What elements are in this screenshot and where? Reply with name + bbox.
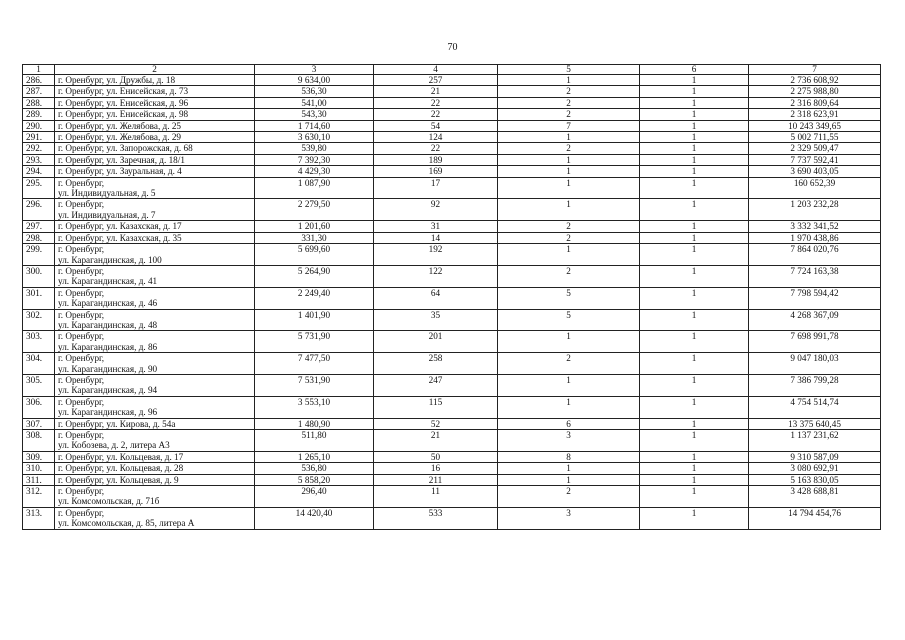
address-line: г. Оренбург, ул. Желябова, д. 25 [58,120,182,131]
address-cell [55,418,255,429]
row-number: 287. [23,86,55,97]
row-number: 310. [23,463,55,474]
column-6-cell: 1 [640,97,749,108]
table-row [23,75,881,86]
address-line: г. Оренбург, [58,507,105,518]
residents-cell: 64 [374,287,498,309]
area-cell: 5 699,60 [255,244,374,266]
amount-cell: 4 754 514,74 [749,396,881,418]
column-6-cell: 1 [640,75,749,86]
column-5-cell: 1 [498,374,640,396]
column-6-cell: 1 [640,287,749,309]
column-number-row [23,65,881,75]
residents-cell: 257 [374,75,498,86]
row-number: 302. [23,309,55,331]
area-cell: 511,80 [255,430,374,452]
amount-cell: 7 737 592,41 [749,154,881,165]
column-5-cell: 2 [498,109,640,120]
area-cell: 2 279,50 [255,199,374,221]
column-5-cell: 2 [498,353,640,375]
column-6-cell: 1 [640,221,749,232]
address-cell [55,287,255,309]
amount-cell: 5 002 711,55 [749,132,881,143]
residents-cell: 52 [374,418,498,429]
row-number: 307. [23,418,55,429]
table-row [23,120,881,131]
column-5-cell: 1 [498,463,640,474]
address-cell [55,374,255,396]
address-line: ул. Карагандинская, д. 86 [58,341,158,352]
area-cell: 331,30 [255,232,374,243]
column-5-cell: 3 [498,430,640,452]
table-row [23,374,881,396]
address-line: ул. Индивидуальная, д. 7 [58,209,156,220]
address-cell [55,430,255,452]
residents-cell: 115 [374,396,498,418]
table-row [23,109,881,120]
area-cell: 7 531,90 [255,374,374,396]
column-5-cell: 1 [498,75,640,86]
area-cell: 1 265,10 [255,451,374,462]
address-cell [55,486,255,508]
column-5-cell: 2 [498,265,640,287]
address-cell [55,309,255,331]
column-6-cell: 1 [640,463,749,474]
address-line: ул. Карагандинская, д. 46 [58,298,158,309]
column-5-cell: 2 [498,86,640,97]
address-cell [55,463,255,474]
column-6-cell: 1 [640,86,749,97]
row-number: 288. [23,97,55,108]
table-row [23,353,881,375]
address-cell [55,331,255,353]
amount-cell: 1 137 231,62 [749,430,881,452]
address-line: ул. Индивидуальная, д. 5 [58,188,156,199]
column-6-cell: 1 [640,265,749,287]
table-row [23,232,881,243]
address-line: г. Оренбург, [58,265,105,276]
address-cell [55,132,255,143]
amount-cell: 7 386 799,28 [749,374,881,396]
column-6-cell: 1 [640,309,749,331]
residents-cell: 92 [374,199,498,221]
amount-cell: 7 798 594,42 [749,287,881,309]
column-5-cell: 1 [498,474,640,485]
column-6-cell: 1 [640,177,749,199]
column-5-cell: 2 [498,486,640,508]
amount-cell: 7 698 991,78 [749,331,881,353]
address-line: г. Оренбург, ул. Запорожская, д. 68 [58,143,193,154]
column-6-cell: 1 [640,474,749,485]
residents-cell: 16 [374,463,498,474]
residents-cell: 31 [374,221,498,232]
column-6-cell: 1 [640,486,749,508]
row-number: 295. [23,177,55,199]
address-cell [55,221,255,232]
amount-cell: 2 275 988,80 [749,86,881,97]
area-cell: 4 429,30 [255,166,374,177]
address-cell [55,86,255,97]
column-header: 7 [749,65,881,75]
address-cell [55,232,255,243]
housing-registry-table [22,64,881,530]
amount-cell: 1 203 232,28 [749,199,881,221]
table-row [23,396,881,418]
address-line: г. Оренбург, ул. Енисейская, д. 98 [58,109,189,120]
table-body [23,75,881,530]
address-line: г. Оренбург, ул. Енисейская, д. 73 [58,86,189,97]
row-number: 300. [23,265,55,287]
row-number: 313. [23,507,55,529]
amount-cell: 160 652,39 [749,177,881,199]
table-row [23,265,881,287]
column-header: 4 [374,65,498,75]
amount-cell: 3 080 692,91 [749,463,881,474]
residents-cell: 124 [374,132,498,143]
residents-cell: 11 [374,486,498,508]
row-number: 311. [23,474,55,485]
amount-cell: 3 332 341,52 [749,221,881,232]
residents-cell: 22 [374,143,498,154]
column-header: 3 [255,65,374,75]
row-number: 306. [23,396,55,418]
address-line: ул. Карагандинская, д. 94 [58,385,158,396]
column-6-cell: 1 [640,109,749,120]
column-5-cell: 1 [498,166,640,177]
address-cell [55,451,255,462]
column-6-cell: 1 [640,166,749,177]
address-line: ул. Карагандинская, д. 48 [58,319,158,330]
address-cell [55,154,255,165]
address-cell [55,396,255,418]
table-row [23,486,881,508]
column-5-cell: 1 [498,132,640,143]
address-line: г. Оренбург, ул. Дружбы, д. 18 [58,75,176,85]
column-header: 5 [498,65,640,75]
area-cell: 543,30 [255,109,374,120]
address-cell [55,120,255,131]
address-line: ул. Кобозева, д. 2, литера А3 [58,440,170,451]
column-6-cell: 1 [640,154,749,165]
row-number: 304. [23,353,55,375]
residents-cell: 35 [374,309,498,331]
column-6-cell: 1 [640,143,749,154]
row-number: 294. [23,166,55,177]
address-line: ул. Карагандинская, д. 41 [58,276,158,287]
column-6-cell: 1 [640,374,749,396]
residents-cell: 21 [374,430,498,452]
row-number: 289. [23,109,55,120]
column-5-cell: 1 [498,154,640,165]
column-6-cell: 1 [640,507,749,529]
address-line: г. Оренбург, ул. Зауральная, д. 4 [58,166,182,177]
area-cell: 296,40 [255,486,374,508]
residents-cell: 189 [374,154,498,165]
table-row [23,418,881,429]
area-cell: 9 634,00 [255,75,374,86]
table-row [23,463,881,474]
address-cell [55,143,255,154]
address-line: г. Оренбург, [58,430,105,440]
address-cell [55,75,255,86]
address-line: г. Оренбург, [58,287,105,298]
residents-cell: 533 [374,507,498,529]
column-header: 1 [23,65,55,75]
address-line: г. Оренбург, [58,331,105,342]
amount-cell: 9 047 180,03 [749,353,881,375]
address-cell [55,97,255,108]
area-cell: 3 630,10 [255,132,374,143]
amount-cell: 13 375 640,45 [749,418,881,429]
column-5-cell: 2 [498,143,640,154]
address-line: г. Оренбург, ул. Кольцевая, д. 9 [58,474,179,485]
area-cell: 1 087,90 [255,177,374,199]
table-row [23,309,881,331]
residents-cell: 50 [374,451,498,462]
column-5-cell: 7 [498,120,640,131]
residents-cell: 17 [374,177,498,199]
amount-cell: 2 318 623,91 [749,109,881,120]
area-cell: 5 858,20 [255,474,374,485]
amount-cell: 2 316 809,64 [749,97,881,108]
column-5-cell: 1 [498,177,640,199]
column-6-cell: 1 [640,430,749,452]
address-line: г. Оренбург, [58,486,105,497]
area-cell: 7 392,30 [255,154,374,165]
table-row [23,97,881,108]
amount-cell: 7 724 163,38 [749,265,881,287]
row-number: 292. [23,143,55,154]
row-number: 308. [23,430,55,452]
column-5-cell: 2 [498,232,640,243]
column-6-cell: 1 [640,396,749,418]
address-cell [55,474,255,485]
address-cell [55,199,255,221]
area-cell: 541,00 [255,97,374,108]
column-6-cell: 1 [640,418,749,429]
address-line: ул. Карагандинская, д. 100 [58,254,162,265]
address-line: г. Оренбург, ул. Казахская, д. 35 [58,232,182,243]
address-cell [55,177,255,199]
address-line: г. Оренбург, [58,353,105,364]
column-6-cell: 1 [640,244,749,266]
amount-cell: 9 310 587,09 [749,451,881,462]
column-6-cell: 1 [640,353,749,375]
area-cell: 536,30 [255,86,374,97]
address-line: г. Оренбург, ул. Кольцевая, д. 28 [58,463,184,474]
row-number: 296. [23,199,55,221]
row-number: 290. [23,120,55,131]
address-line: г. Оренбург, [58,199,105,210]
area-cell: 5 264,90 [255,265,374,287]
amount-cell: 5 163 830,05 [749,474,881,485]
residents-cell: 247 [374,374,498,396]
table-header [23,65,881,75]
address-line: г. Оренбург, ул. Заречная, д. 18/1 [58,154,185,165]
residents-cell: 122 [374,265,498,287]
table-row [23,143,881,154]
residents-cell: 211 [374,474,498,485]
address-line: г. Оренбург, [58,177,105,188]
column-6-cell: 1 [640,232,749,243]
address-line: г. Оренбург, ул. Кирова, д. 54а [58,418,176,429]
column-header: 6 [640,65,749,75]
amount-cell: 14 794 454,76 [749,507,881,529]
address-line: ул. Карагандинская, д. 96 [58,407,158,418]
address-cell [55,507,255,529]
table-row [23,166,881,177]
area-cell: 1 201,60 [255,221,374,232]
row-number: 286. [23,75,55,86]
table-row [23,507,881,529]
address-cell [55,265,255,287]
table-row [23,287,881,309]
residents-cell: 21 [374,86,498,97]
address-cell [55,244,255,266]
column-6-cell: 1 [640,331,749,353]
table-row [23,177,881,199]
area-cell: 1 401,90 [255,309,374,331]
amount-cell: 10 243 349,65 [749,120,881,131]
column-5-cell: 1 [498,396,640,418]
table-row [23,86,881,97]
area-cell: 7 477,50 [255,353,374,375]
area-cell: 14 420,40 [255,507,374,529]
address-line: г. Оренбург, [58,396,105,407]
table-row [23,331,881,353]
address-line: ул. Комсомольская, д. 85, литера А [58,518,195,529]
amount-cell: 7 864 020,76 [749,244,881,266]
row-number: 303. [23,331,55,353]
address-cell [55,109,255,120]
column-5-cell: 5 [498,287,640,309]
column-6-cell: 1 [640,199,749,221]
address-line: г. Оренбург, [58,244,105,255]
table-row [23,199,881,221]
table-row [23,132,881,143]
table-row [23,474,881,485]
amount-cell: 1 970 438,86 [749,232,881,243]
table-row [23,430,881,452]
row-number: 291. [23,132,55,143]
row-number: 299. [23,244,55,266]
column-5-cell: 6 [498,418,640,429]
row-number: 301. [23,287,55,309]
address-line: г. Оренбург, [58,374,105,385]
residents-cell: 192 [374,244,498,266]
amount-cell: 3 690 403,05 [749,166,881,177]
row-number: 312. [23,486,55,508]
column-6-cell: 1 [640,120,749,131]
address-line: г. Оренбург, [58,309,105,320]
row-number: 297. [23,221,55,232]
amount-cell: 2 736 608,92 [749,75,881,86]
address-cell [55,166,255,177]
residents-cell: 54 [374,120,498,131]
column-header: 2 [55,65,255,75]
address-line: г. Оренбург, ул. Енисейская, д. 96 [58,97,189,108]
column-5-cell: 3 [498,507,640,529]
row-number: 305. [23,374,55,396]
address-line: г. Оренбург, ул. Кольцевая, д. 17 [58,451,184,462]
area-cell: 3 553,10 [255,396,374,418]
area-cell: 1 714,60 [255,120,374,131]
column-5-cell: 1 [498,244,640,266]
address-line: г. Оренбург, ул. Желябова, д. 29 [58,132,182,143]
amount-cell: 2 329 509,47 [749,143,881,154]
row-number: 298. [23,232,55,243]
area-cell: 1 480,90 [255,418,374,429]
row-number: 309. [23,451,55,462]
address-line: г. Оренбург, ул. Казахская, д. 17 [58,221,182,232]
area-cell: 2 249,40 [255,287,374,309]
column-5-cell: 2 [498,97,640,108]
table-row [23,221,881,232]
amount-cell: 4 268 367,09 [749,309,881,331]
area-cell: 536,80 [255,463,374,474]
column-5-cell: 2 [498,221,640,232]
row-number: 293. [23,154,55,165]
residents-cell: 22 [374,97,498,108]
table-row [23,451,881,462]
area-cell: 539,80 [255,143,374,154]
page-number: 70 [447,42,458,53]
column-6-cell: 1 [640,451,749,462]
column-5-cell: 8 [498,451,640,462]
residents-cell: 22 [374,109,498,120]
column-5-cell: 1 [498,199,640,221]
amount-cell: 3 428 688,81 [749,486,881,508]
column-5-cell: 1 [498,331,640,353]
area-cell: 5 731,90 [255,331,374,353]
column-5-cell: 5 [498,309,640,331]
residents-cell: 201 [374,331,498,353]
residents-cell: 258 [374,353,498,375]
address-line: ул. Комсомольская, д. 71б [58,496,160,507]
table-row [23,244,881,266]
address-cell [55,353,255,375]
residents-cell: 14 [374,232,498,243]
table-row [23,154,881,165]
column-6-cell: 1 [640,132,749,143]
address-line: ул. Карагандинская, д. 90 [58,363,158,374]
residents-cell: 169 [374,166,498,177]
